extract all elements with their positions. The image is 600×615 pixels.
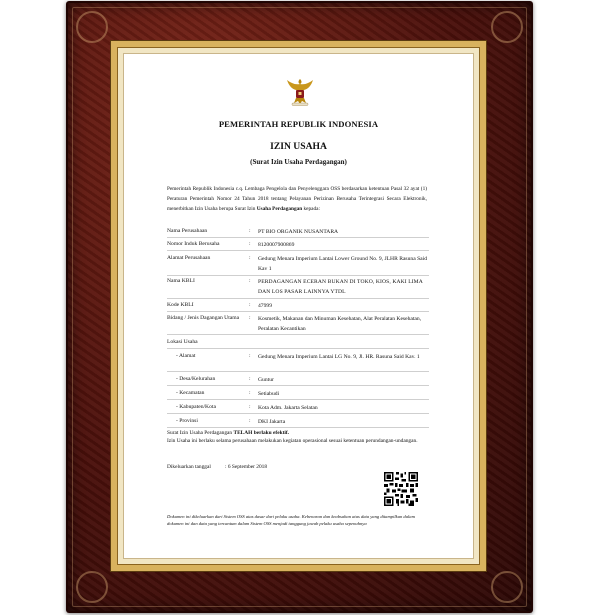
field-label: Nama KBLI (167, 278, 195, 284)
document-title: IZIN USAHA (270, 141, 327, 152)
location-value: Kota Adm. Jakarta Selatan (258, 405, 318, 411)
intro-paragraph: Pemerintah Republik Indonesia c.q. Lembaga Pengelola dan Penyelenggara OSS berdasarkan ketentuan Pasal 32 ayat (1) Peraturan Pemerintah Nomor 24 Tahun 2018 tentang Pelayanan Perizinan Berusaha Terintegrasi Secara Elektronik, menerbitkan Izin Usaha berupa Surat Izin Usaha Perdagangan kepada: (167, 186, 427, 212)
location-label: - Desa/Kelurahan (176, 376, 216, 382)
field-value: 8120007900869 (258, 242, 295, 248)
location-label: - Kecamatan (176, 390, 205, 396)
notice-line-2: Izin Usaha ini berlaku selama perusahaan melakukan kegiatan operasional sesuai ketentuan perundangan-undangan. (167, 438, 418, 444)
issued-label: Dikeluarkan tanggal (167, 464, 211, 470)
certificate-paper: PEMERINTAH REPUBLIK INDONESIA IZIN USAHA (Surat Izin Usaha Perdagangan) Pemerintah Republik Indonesia c.q. Lembaga Pengelola dan Penyelenggara OSS berdasarkan ketentuan Pasal 32 ayat (1) Peraturan Pemerintah Nomor 24 Tahun 2018 tentang Pelayanan Perizinan Berusaha Terintegrasi Secara Elektronik, menerbitkan Izin Usaha berupa Surat Izin Usaha Perdagangan kepada: Nama Perusahaan : PT BIO ORGANIK NUSANTARA Nomor Induk Berusaha : 8120007900869 Alamat Perusahaan : Gedung Menara Imperium Lantai Lower Ground No. 9, JLHR Rasuna Said Kav 1 Nama KBLI : PERDAGANGAN ECERAN BUKAN DI TOKO, KIOS, KAKI LIMA DAN LOS PASAR LAINNYA YTDL Kode KBLI : 47999 Bidang / Jenis Dagangan Utama : Kosmetik, Makanan dan Minuman Kesehatan, Alat Peralatan Kesehatan, Peralatan Kecantikan Lokasi Usaha - Alamat : Gedung Menara Imperium Lantai LG No. 9, Jl. HR. Rasuna Said Kav. 1 - Desa/Kelurahan : Guntur - Kecamatan : Setiabudi - Kabupaten/Kota : Kota Adm. Jakarta Selatan - Provinsi : DKI Jakarta Surat Izin Usaha Perdagangan TELAH berlaku efektif. Izin Usaha ini berlaku selama perusahaan melakukan kegiatan operasional sesuai ketentuan perundangan-undangan. Dikeluarkan tanggal : 6 September 2018 Dokumen ini dikeluarkan dari Sistem OSS atas dasar dari pelaku usaha. Kebenaran dan keabsahan atas data yang ditampilkan dalam dokumen ini dan data yang tercantum dalam Sistem OSS menjadi tanggung jawab pelaku usaha sepenuhnya (123, 53, 474, 559)
government-heading: PEMERINTAH REPUBLIK INDONESIA (218, 119, 379, 129)
field-value: PT BIO ORGANIK NUSANTARA (258, 229, 339, 235)
issued-date: : 6 September 2018 (225, 464, 268, 470)
location-label: - Kabupaten/Kota (176, 404, 216, 410)
divider (167, 427, 429, 428)
field-label: Nama Perusahaan (167, 228, 208, 234)
divider (167, 250, 429, 251)
document-subtitle: (Surat Izin Usaha Perdagangan) (250, 158, 347, 166)
field-value: 47999 (258, 303, 272, 309)
field-value: Kosmetik, Makanan dan Minuman Kesehatan, Alat Peralatan Kesehatan, Peralatan Kecantikan (258, 316, 422, 332)
validity-notice (167, 429, 429, 445)
field-label: Alamat Perusahaan (167, 255, 211, 261)
divider (167, 334, 429, 335)
divider (167, 399, 429, 400)
field-label: Bidang / Jenis Dagangan Utama (167, 315, 240, 321)
divider (167, 385, 429, 386)
location-label: - Provinsi (176, 418, 198, 424)
issued-date-row (167, 464, 268, 470)
divider (167, 298, 429, 299)
divider (167, 275, 429, 276)
divider (167, 413, 429, 414)
divider (167, 371, 429, 372)
field-value: PERDAGANGAN ECERAN BUKAN DI TOKO, KIOS, KAKI LIMA DAN LOS PASAR LAINNYA YTDL (258, 279, 423, 295)
location-heading: Lokasi Usaha (167, 339, 198, 345)
corner-ornament (76, 571, 108, 603)
qr-code-icon (384, 472, 418, 506)
divider (167, 311, 429, 312)
divider (167, 237, 429, 238)
field-label: Kode KBLI (167, 302, 194, 308)
divider (167, 348, 429, 349)
footer-disclaimer: Dokumen ini dikeluarkan dari Sistem OSS atas dasar dari pelaku usaha. Kebenaran dan keabsahan atas data yang ditampilkan dalam dokumen ini dan data yang tercantum dalam Sistem OSS menjadi tanggung jawab pelaku usaha sepenuhnya (167, 514, 415, 527)
garuda-emblem-icon (286, 77, 314, 107)
location-value: Gedung Menara Imperium Lantai LG No. 9, Jl. HR. Rasuna Said Kav. 1 (258, 354, 420, 360)
location-value: DKI Jakarta (258, 419, 286, 425)
field-label: Nomor Induk Berusaha (167, 241, 220, 247)
corner-ornament (76, 11, 108, 43)
notice-line-1: Surat Izin Usaha Perdagangan TELAH berlaku efektif. (167, 430, 290, 436)
location-label: - Alamat (176, 353, 196, 359)
corner-ornament (491, 571, 523, 603)
location-value: Guntur (258, 377, 274, 383)
certificate-frame (66, 1, 533, 613)
field-value: Gedung Menara Imperium Lantai Lower Ground No. 9, JLHR Rasuna Said Kav 1 (258, 256, 428, 272)
corner-ornament (491, 11, 523, 43)
location-value: Setiabudi (258, 391, 280, 397)
